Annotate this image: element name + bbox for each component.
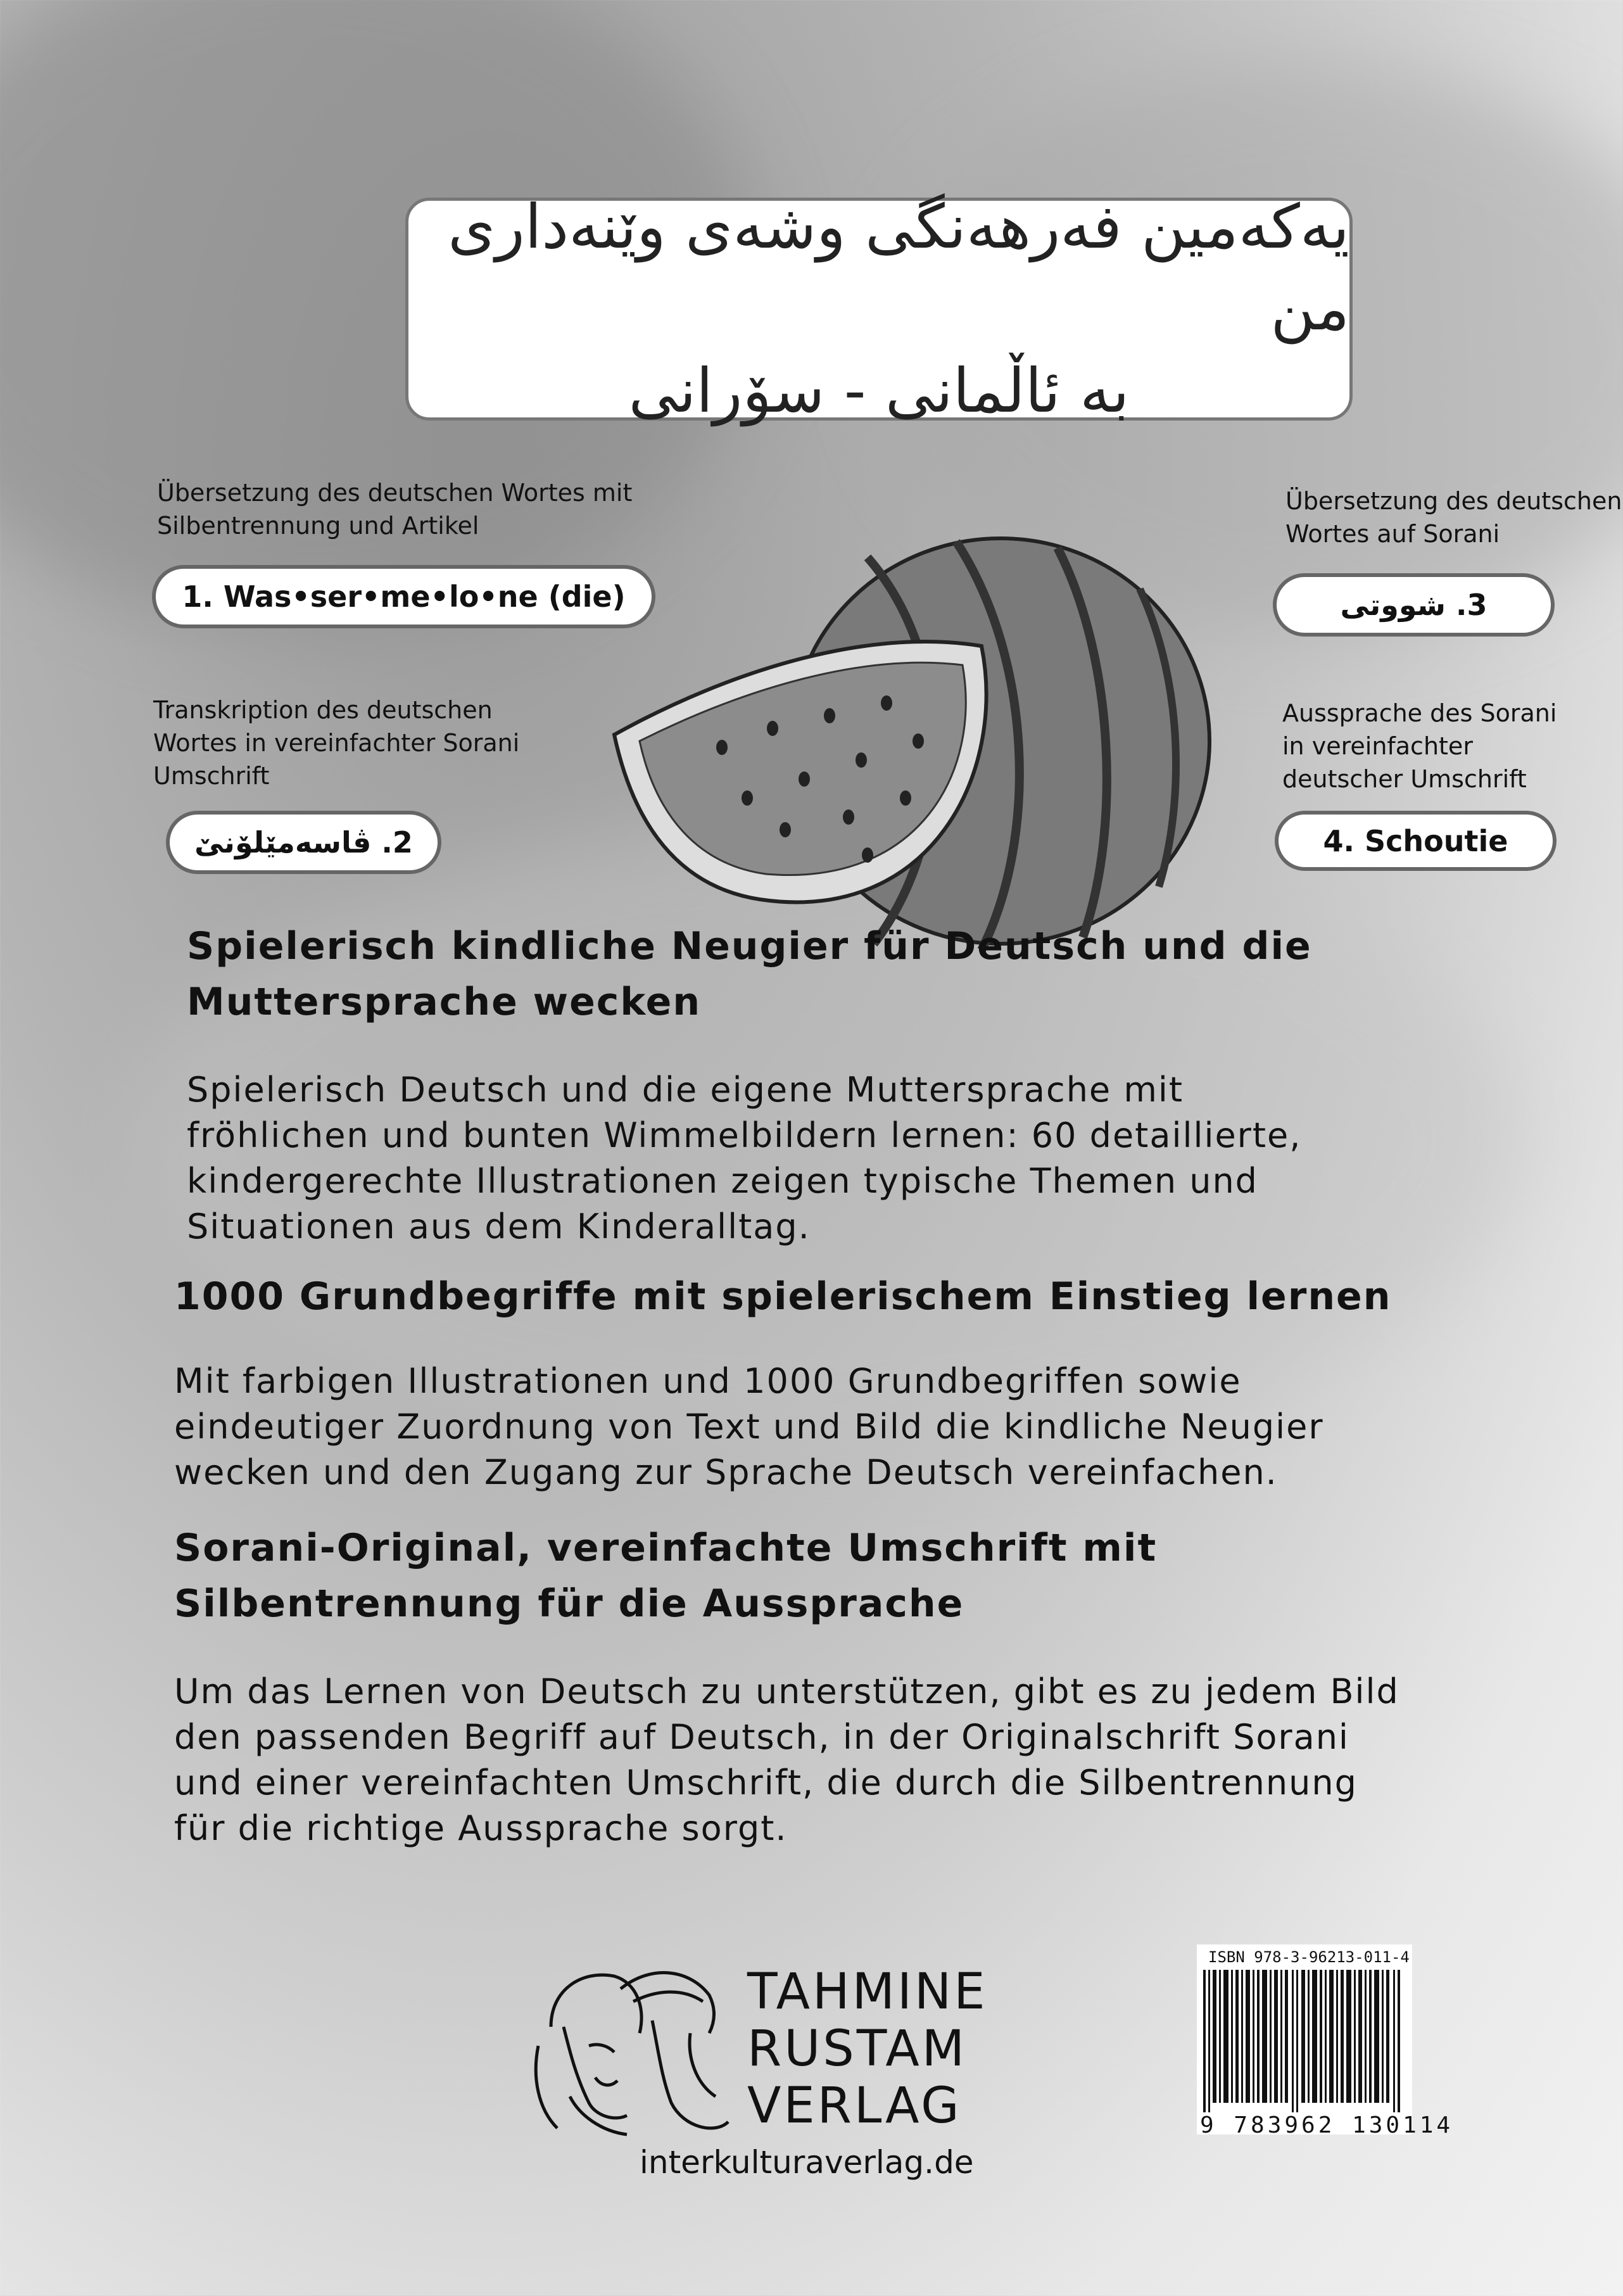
pill-sorani-word: 3. شووتی: [1273, 573, 1555, 637]
isbn-label: ISBN 978-3-96213-011-4: [1208, 1948, 1410, 1966]
section-3-heading: Sorani-Original, vereinfachte Umschrift mit Silbentrennung für die Aussprache: [174, 1526, 1158, 1626]
pill-transcription: 2. ڤاسەمێلۆنێ: [166, 811, 441, 874]
section-1-heading: Spielerisch kindliche Neugier für Deutsch und die Muttersprache wecken: [187, 924, 1312, 1024]
section-2-body: Mit farbigen Illustrationen und 1000 Grundbegriffen sowie eindeutiger Zuordnung von Text und Bild die kindliche Neugier wecken und den Zugang zur Sprache Deutsch vereinfachen.: [174, 1361, 1324, 1492]
section-1-body: Spielerisch Deutsch und die eigene Muttersprache mit fröhlichen und bunten Wimmelbildern lernen: 60 detaillierte, kindergerechte Illustrationen zeigen typische Themen und Situationen aus dem Kinderalltag.: [187, 1070, 1302, 1246]
pill-pronunciation: 4. Schoutie: [1275, 811, 1557, 871]
section-2-heading: 1000 Grundbegriffe mit spielerischem Einstieg lernen: [174, 1274, 1392, 1319]
bottom-right-description: Aussprache des Sorani in vereinfachter deutscher Umschrift: [1282, 699, 1557, 793]
publisher-url[interactable]: interkulturaverlag.de: [640, 2144, 974, 2181]
title-line-1: یەکەمین فەرهەنگی وشەی وێنەداری من: [448, 191, 1349, 345]
pill-german-word: 1. Was•ser•me•lo•ne (die): [152, 565, 655, 628]
title-line-2: بە ئاڵمانی - سۆرانی: [628, 355, 1130, 426]
ean-number: 9 783962 130114: [1200, 2112, 1454, 2138]
section-3-body: Um das Lernen von Deutsch zu unterstützen, gibt es zu jedem Bild den passenden Begriff auf Deutsch, in der Originalschrift Sorani und einer vereinfachten Umschrift, die durch die Silbentrennung für die richtige Aussprache sorgt.: [174, 1671, 1399, 1848]
title-box: [405, 191, 1353, 426]
barcode-icon: [1203, 1970, 1406, 2112]
top-right-description: Übersetzung des deutschen Wortes auf Sorani: [1285, 487, 1622, 548]
publisher-name: TAHMINE RUSTAM VERLAG: [747, 1963, 988, 2134]
top-left-description: Übersetzung des deutschen Wortes mit Silbentrennung und Artikel: [157, 479, 633, 540]
bottom-left-description: Transkription des deutschen Wortes in vereinfachter Sorani Umschrift: [153, 696, 520, 790]
watermelon-illustration: [602, 532, 1247, 963]
publisher-logo-icon: [526, 1951, 735, 2141]
